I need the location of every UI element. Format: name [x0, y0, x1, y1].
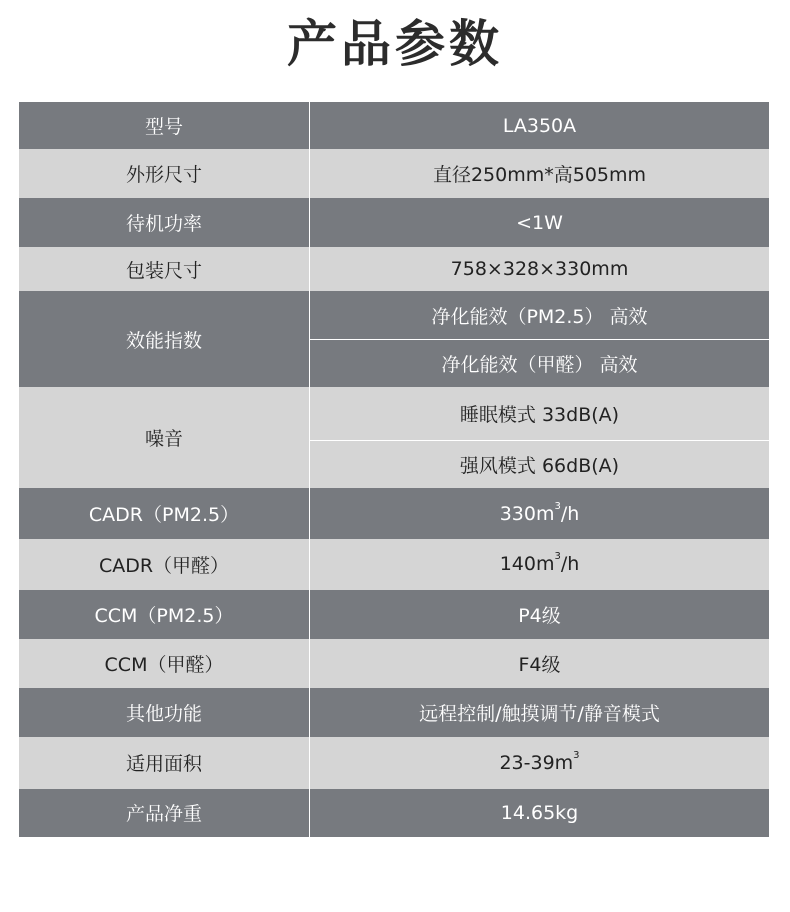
label-noise: 噪音	[19, 387, 310, 488]
label-efficiency: 效能指数	[19, 291, 310, 387]
page-title: 产品参数	[287, 15, 503, 73]
label-model: 型号	[19, 102, 310, 149]
value-efficiency-pm25: 净化能效（PM2.5） 高效	[310, 291, 770, 339]
value-cadr-pm25	[310, 488, 770, 538]
value-applicable-area	[310, 737, 770, 789]
value-cadr-formaldehyde-sup: 3	[554, 551, 561, 563]
table-row	[19, 247, 769, 291]
label-dimensions: 外形尺寸	[19, 149, 310, 198]
value-net-weight: 14.65kg	[310, 789, 770, 837]
label-applicable-area: 适用面积	[19, 737, 310, 789]
table-row	[19, 639, 769, 688]
table-row	[19, 488, 769, 538]
value-ccm-formaldehyde: F4级	[310, 639, 770, 688]
value-cadr-formaldehyde-suffix: /h	[560, 553, 580, 576]
value-ccm-pm25: P4级	[310, 590, 770, 639]
value-cadr-pm25-suffix: /h	[560, 502, 580, 525]
value-cadr-formaldehyde	[310, 539, 770, 590]
value-noise-turbo: 强风模式 66dB(A)	[310, 440, 770, 488]
value-cadr-formaldehyde-number: 140m	[499, 553, 555, 576]
value-efficiency-formaldehyde: 净化能效（甲醛） 高效	[310, 339, 770, 387]
value-other-features: 远程控制/触摸调节/静音模式	[310, 688, 770, 737]
value-cadr-pm25-number: 330m	[499, 502, 555, 525]
value-package-size: 758×328×330mm	[310, 247, 770, 291]
table-row	[19, 590, 769, 639]
value-noise-sleep: 睡眠模式 33dB(A)	[310, 387, 770, 440]
label-package-size: 包装尺寸	[19, 247, 310, 291]
label-cadr-pm25: CADR（PM2.5）	[19, 488, 310, 538]
label-net-weight: 产品净重	[19, 789, 310, 837]
table-row	[19, 789, 769, 837]
table-row	[19, 102, 769, 149]
value-applicable-area-number: 23-39m	[499, 751, 574, 774]
value-model: LA350A	[310, 102, 770, 149]
table-row	[19, 539, 769, 590]
table-row	[19, 688, 769, 737]
value-cadr-pm25-sup: 3	[554, 500, 561, 512]
value-dimensions: 直径250mm*高505mm	[310, 149, 770, 198]
value-applicable-area-sup: 3	[573, 749, 580, 761]
table-row	[19, 737, 769, 789]
label-cadr-formaldehyde: CADR（甲醛）	[19, 539, 310, 590]
table-row	[19, 387, 769, 440]
label-other-features: 其他功能	[19, 688, 310, 737]
label-ccm-formaldehyde: CCM（甲醛）	[19, 639, 310, 688]
label-ccm-pm25: CCM（PM2.5）	[19, 590, 310, 639]
label-standby-power: 待机功率	[19, 198, 310, 247]
value-standby-power: <1W	[310, 198, 770, 247]
table-row	[19, 291, 769, 339]
table-row	[19, 149, 769, 198]
table-row	[19, 198, 769, 247]
spec-table	[19, 102, 769, 837]
